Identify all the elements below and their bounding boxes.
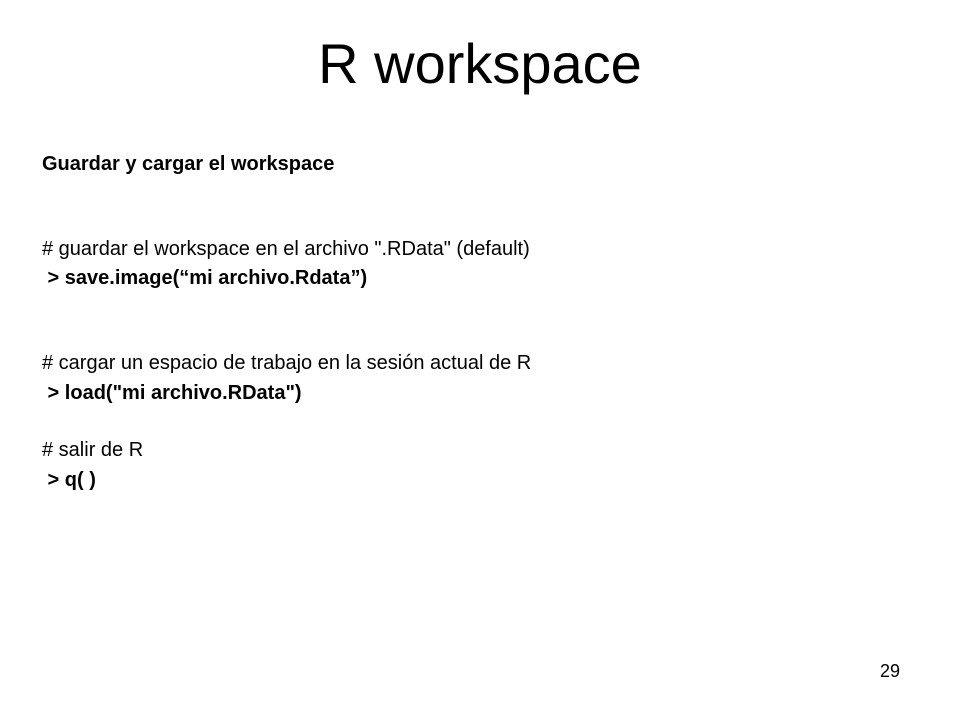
slide-title: R workspace (318, 32, 642, 95)
comment-load-workspace: # cargar un espacio de trabajo en la sesión actual de R (42, 352, 532, 374)
comment-save-workspace: # guardar el workspace en el archivo ".RData" (default) (42, 238, 530, 260)
comment-quit: # salir de R (42, 439, 144, 461)
section-subtitle: Guardar y cargar el workspace (42, 153, 335, 175)
page-number: 29 (880, 661, 901, 681)
command-save-image: > save.image(“mi archivo.Rdata”) (42, 267, 368, 289)
command-quit: > q( ) (42, 469, 96, 491)
command-load: > load("mi archivo.RData") (42, 382, 302, 404)
